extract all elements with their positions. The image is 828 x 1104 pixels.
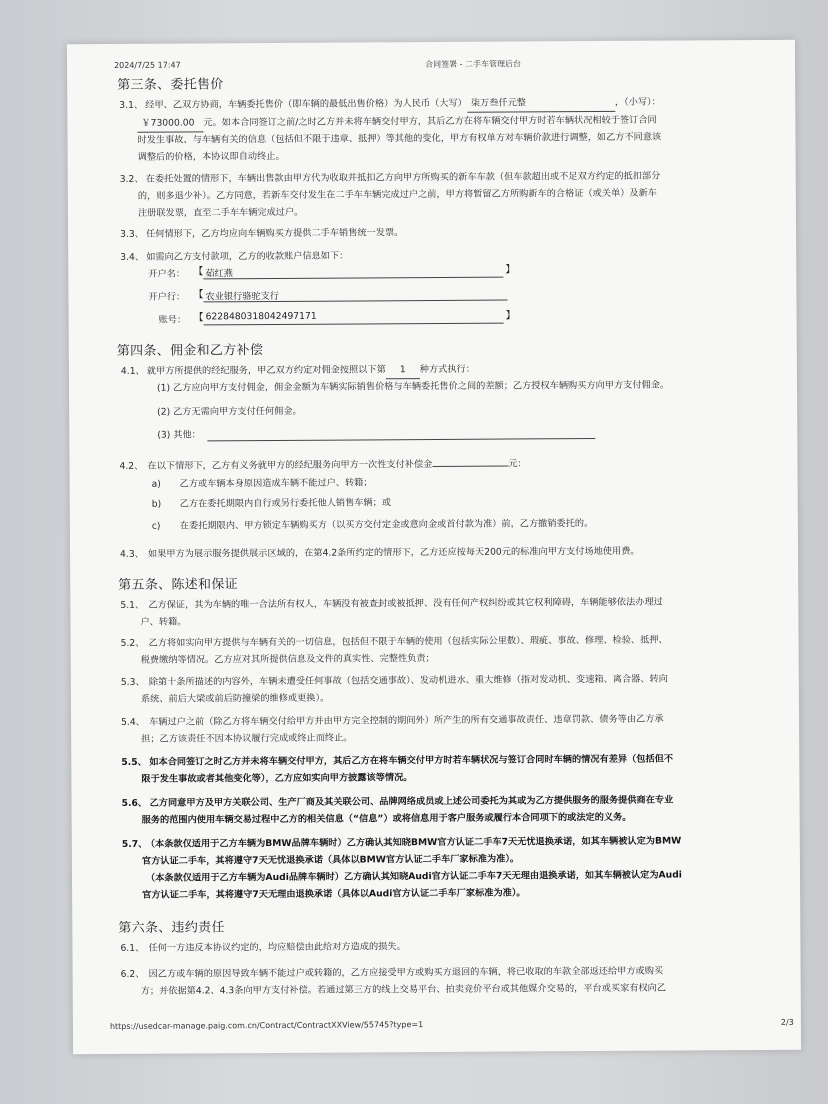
- print-url: https://usedcar-manage.paig.com.cn/Contract/ContractXXView/55745?type=1: [109, 1020, 424, 1031]
- contract-page: [67, 40, 801, 1054]
- clause-4-3-number: 4.3、: [120, 548, 144, 560]
- account-name-label: 开户名：: [148, 268, 186, 280]
- clause-5-3-number: 5.3、: [120, 676, 145, 688]
- clause-4-1-number: 4.1、: [120, 365, 145, 377]
- clause-3-2-line-1: 在委托处置的情形下，车辆出售款由甲方代为收取并抵扣乙方向甲方所购买的新车车款（但车款超出或不足双方约定的抵扣部分: [145, 170, 661, 185]
- section-5-title: 第五条、陈述和保证: [118, 577, 238, 593]
- bracket-close: 】: [505, 264, 516, 276]
- price-lower-field: ￥73000.00: [137, 114, 203, 132]
- item-a: 乙方或车辆本身原因造成车辆不能过户、转籍；: [179, 477, 373, 490]
- clause-3-4-number: 3.4、: [120, 251, 145, 263]
- clause-3-1-line-2: ￥73000.00 元。如本合同签订之前/之时乙方并未将车辆交付甲方，其后乙方在将车辆交付甲方时若车辆状况相较于签订合同: [137, 112, 656, 133]
- clause-5-7-line-2: 官方认证二手车，其将遵守7天无忧退换承诺（具体以BMW官方认证二手车厂家标准为准）。: [141, 853, 520, 867]
- clause-6-1-number: 6.1、: [120, 942, 145, 954]
- clause-4-1-text: 就甲方所提供的经纪服务，甲乙双方约定对佣金按照以下第 1 种方式执行：: [147, 361, 475, 381]
- item-a-marker: a): [151, 478, 161, 490]
- account-name-value: 茹红燕: [205, 268, 233, 280]
- clause-5-4-number: 5.4、: [121, 716, 145, 728]
- clause-4-2-text: 在以下情形下，乙方有义务就甲方的经纪服务向甲方一次性支付补偿金 元：: [147, 458, 527, 472]
- clause-5-6-line-1: 乙方同意甲方及甲方关联公司、生产厂商及其关联公司、品牌网络成员或上述公司委托为其或为乙方提供服务的服务提供商在专业: [149, 794, 674, 809]
- clause-6-2-line-1: 因乙方或车辆的原因导致车辆不能过户或转籍的，乙方应接受甲方或购买方退回的车辆，将已收取的车款全部返还给甲方或购买: [148, 965, 664, 980]
- clause-3-1-line-3: 时发生事故、与车辆有关的信息（包括但不限于违章、抵押）等其他的变化，甲方有权单方对车辆价款进行调整，如乙方不同意该: [137, 131, 662, 146]
- commission-mode-field: 1: [386, 361, 420, 379]
- bracket-open: 【: [193, 289, 204, 301]
- clause-3-2-line-3: 注册联发票，直至二手车车辆完成过户。: [137, 206, 304, 219]
- clause-5-7-line-1: （本条款仅适用于乙方车辆为BMW品牌车辆时）乙方确认其知晓BMW官方认证二手车7天无忧退换承诺，如其车辆被认定为BMW: [145, 835, 682, 850]
- price-upper-field: 柒万叁仟元整: [467, 94, 615, 113]
- section-6-title: 第六条、违约责任: [118, 920, 225, 936]
- clause-5-3-line-2: 系统、前后大梁或前后防撞梁的维修或更换）。: [140, 692, 330, 705]
- clause-number: 3.1、: [119, 99, 144, 111]
- clause-5-7-line-3: （本条款仅适用于乙方车辆为Audi品牌车辆时）乙方确认其知晓Audi官方认证二手车7天无理由退换承诺，如其车辆被认定为Audi: [145, 869, 682, 884]
- account-name-underline: [203, 277, 503, 280]
- item-b: 乙方在委托期限内自行或另行委托他人销售车辆；或: [179, 497, 392, 510]
- clause-4-2-number: 4.2、: [119, 460, 144, 472]
- bracket-open: 【: [193, 266, 204, 278]
- clause-5-3-line-1: 除第十条所描述的内容外，车辆未遭受任何事故（包括交通事故）、发动机进水、重大维修（指对发动机、变速箱、离合器、转向: [148, 673, 668, 688]
- clause-3-3-number: 3.3、: [120, 228, 144, 240]
- clause-5-2-number: 5.2、: [120, 637, 145, 649]
- clause-5-7-line-4: 官方认证二手车，其将遵守7天无理由退换承诺（具体以Audi官方认证二手车厂家标准为准）。: [142, 887, 526, 901]
- print-datetime: 2024/7/25 17:47: [114, 60, 181, 70]
- clause-6-1-text: 任何一方违反本协议约定的，均应赔偿由此给对方造成的损失。: [148, 941, 406, 954]
- bank-value: 农业银行骆驼支行: [205, 290, 280, 303]
- bank-label: 开户行：: [148, 291, 186, 303]
- item-b-marker: b): [151, 498, 162, 510]
- clause-5-1-number: 5.1、: [120, 599, 145, 611]
- clause-3-1: [119, 97, 143, 114]
- clause-5-5-line-2: 限于发生事故或者其他变化等），乙方应如实向甲方披露该等情况。: [141, 772, 413, 785]
- page-number: 2/3: [780, 1017, 794, 1027]
- clause-3-2-line-2: 的，则多退少补）。乙方同意，若新车交付发生在二手车车辆完成过户之前，甲方将暂留乙方所购新车的合格证（或关单）及新车: [137, 187, 657, 202]
- item-c: 在委托期限内、甲方锁定车辆购买方（以买方交付定金或意向金或首付款为准）前，乙方撤销委托的。: [179, 518, 594, 532]
- clause-3-1-line-4: 调整后的价格，本协议即自动终止。: [137, 150, 285, 163]
- account-number-underline: [204, 323, 504, 326]
- clause-3-2-number: 3.2、: [119, 173, 144, 185]
- clause-5-5-number: 5.5、: [121, 756, 147, 768]
- clause-5-5-line-1: 如本合同签订之时乙方并未将车辆交付甲方，其后乙方在将车辆交付甲方时若车辆状况与签订合同时车辆的情况有差异（包括但不: [149, 753, 674, 768]
- option-2: (2) 乙方无需向甲方支付任何佣金。: [157, 405, 302, 418]
- option-1: (1) 乙方应向甲方支付佣金，佣金金额为车辆实际销售价格与车辆委托售价之间的差额；乙方授权车辆购买方向甲方支付佣金。: [156, 379, 670, 394]
- clause-5-2-line-1: 乙方将如实向甲方提供与车辆有关的一切信息，包括但不限于车辆的使用（包括实际公里数）、瑕疵、事故、修理、检验、抵押、: [148, 634, 668, 649]
- section-3-title: 第三条、委托售价: [117, 77, 224, 93]
- clause-4-3-text: 如果甲方为展示服务提供展示区域的，在第4.2条所约定的情形下，乙方还应按每天200元的标准向甲方支付场地使用费。: [148, 545, 640, 560]
- clause-5-1-line-2: 户、转籍。: [140, 616, 187, 628]
- compensation-amount-field: [432, 466, 508, 467]
- clause-3-4-text: 如需向乙方支付款项，乙方的收款账户信息如下：: [146, 250, 349, 263]
- clause-5-2-line-2: 税费缴纳等情况。乙方应对其所提供信息及文件的真实性、完整性负责；: [140, 652, 435, 666]
- clause-5-4-line-2: 担；乙方该责任不因本协议履行完成或终止而终止。: [141, 732, 353, 745]
- option-3-underline: [207, 438, 595, 441]
- clause-5-1-line-1: 乙方保证，其为车辆的唯一合法所有权人，车辆没有被查封或被抵押、没有任何产权纠纷或其它权利障碍，车辆能够依法办理过: [148, 596, 663, 611]
- item-c-marker: c): [151, 520, 161, 532]
- clause-5-7-number: 5.7、: [121, 838, 148, 850]
- clause-6-2-line-2: 方；并依据第4.2、4.3条向甲方支付补偿。若通过第三方的线上交易平台、拍卖竞价平台或其他媒介交易的，平台或买家有权向乙: [140, 982, 667, 997]
- clause-5-4-line-1: 车辆过户之前（除乙方将车辆交付给甲方并由甲方完全控制的期间外）所产生的所有交通事故责任、违章罚款、债务等由乙方承: [149, 713, 664, 728]
- account-number-label: 账号：: [158, 314, 187, 326]
- account-number-value: 6228480318042497171: [205, 310, 317, 323]
- clause-3-3-text: 任何情形下，乙方均应向车辆购买方提供二手车销售统一发票。: [146, 227, 404, 240]
- option-3: (3) 其他：: [157, 429, 201, 441]
- bracket-close: 】: [505, 310, 516, 322]
- section-4-title: 第四条、佣金和乙方补偿: [116, 343, 264, 359]
- clause-5-6-line-2: 服务的范围内使用车辆交易过程中乙方的相关信息（“信息”）或将信息用于客户服务或履行本合同项下的或法定的义务。: [141, 811, 632, 826]
- bracket-open: 【: [193, 312, 204, 324]
- clause-6-2-number: 6.2、: [120, 968, 145, 980]
- print-title: 合同签署 - 二手车管理后台: [425, 59, 522, 70]
- clause-5-6-number: 5.6、: [121, 797, 148, 809]
- clause-3-1-line-1: 经甲、乙双方协商，车辆委托售价（即车辆的最低出售价格）为人民币（大写） 柒万叁仟元整 ，（小写）：: [145, 94, 661, 115]
